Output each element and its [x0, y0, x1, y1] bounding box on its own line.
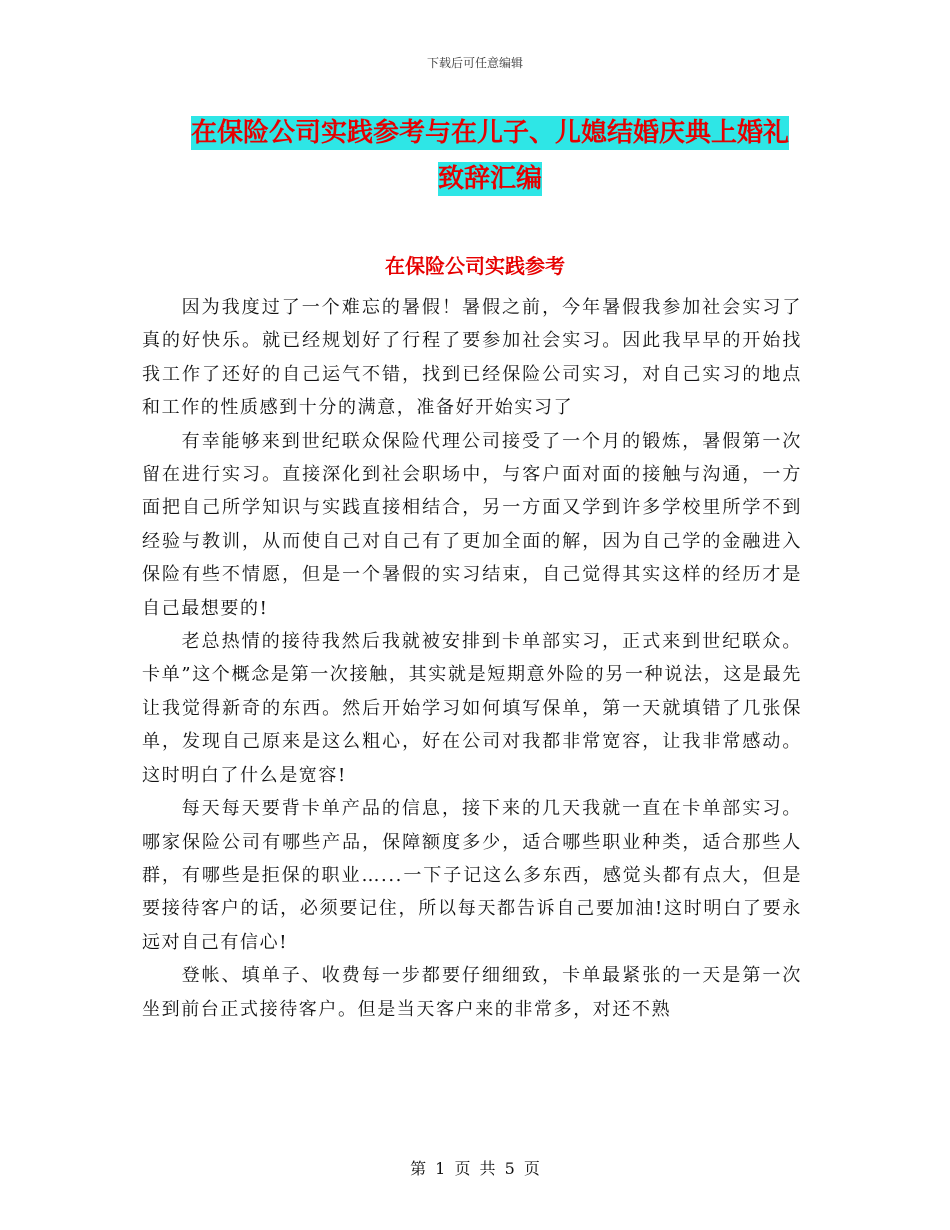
body-text — [142, 291, 802, 1026]
paragraph: 每天每天要背卡单产品的信息，接下来的几天我就一直在卡单部实习。哪家保险公司有哪些产品，保障额度多少，适合哪些职业种类，适合那些人群，有哪些是拒保的职业…...一下子记这么多东西，感觉头都有点大，但是要接待客户的话，必须要记住，所以每天都告诉自己要加油!这时明白了要永远对自己有信心! — [142, 798, 802, 953]
paragraph: 因为我度过了一个难忘的暑假！暑假之前，今年暑假我参加社会实习了真的好快乐。就已经规划好了行程了要参加社会实习。因此我早早的开始找我工作了还好的自己运气不错，找到已经保险公司实习，对自己实习的地点和工作的性质感到十分的满意，准备好开始实习了 — [142, 297, 802, 419]
paragraph: 登帐、填单子、收费每一步都要仔细细致，卡单最紧张的一天是第一次坐到前台正式接待客户。但是当天客户来的非常多，对还不熟 — [142, 965, 802, 1020]
section-title: 在保险公司实践参考 — [385, 254, 565, 278]
paragraph: 老总热情的接待我然后我就被安排到卡单部实习，正式来到世纪联众。卡单”这个概念是第一次接触，其实就是短期意外险的另一种说法，这是最先让我觉得新奇的东西。然后开始学习如何填写保单，第一天就填错了几张保单，发现自己原来是这么粗心，好在公司对我都非常宽容，让我非常感动。这时明白了什么是宽容! — [142, 631, 802, 786]
page-footer: 第 1 页 共 5 页 — [410, 1159, 540, 1178]
paragraph: 有幸能够来到世纪联众保险代理公司接受了一个月的锻炼，暑假第一次留在进行实习。直接深化到社会职场中，与客户面对面的接触与沟通，一方面把自己所学知识与实践直接相结合，另一方面又学到许多学校里所学不到经验与教训，从而使自己对自己有了更加全面的解，因为自己学的金融进入保险有些不情愿，但是一个暑假的实习结束，自己觉得其实这样的经历才是自己最想要的! — [142, 430, 802, 619]
document-title-line2: 致辞汇编 — [437, 164, 542, 194]
header-note: 下载后可任意编辑 — [426, 56, 523, 70]
document-title-line1: 在保险公司实践参考与在儿子、儿媳结婚庆典上婚礼 — [190, 118, 789, 148]
document-title — [150, 110, 830, 202]
